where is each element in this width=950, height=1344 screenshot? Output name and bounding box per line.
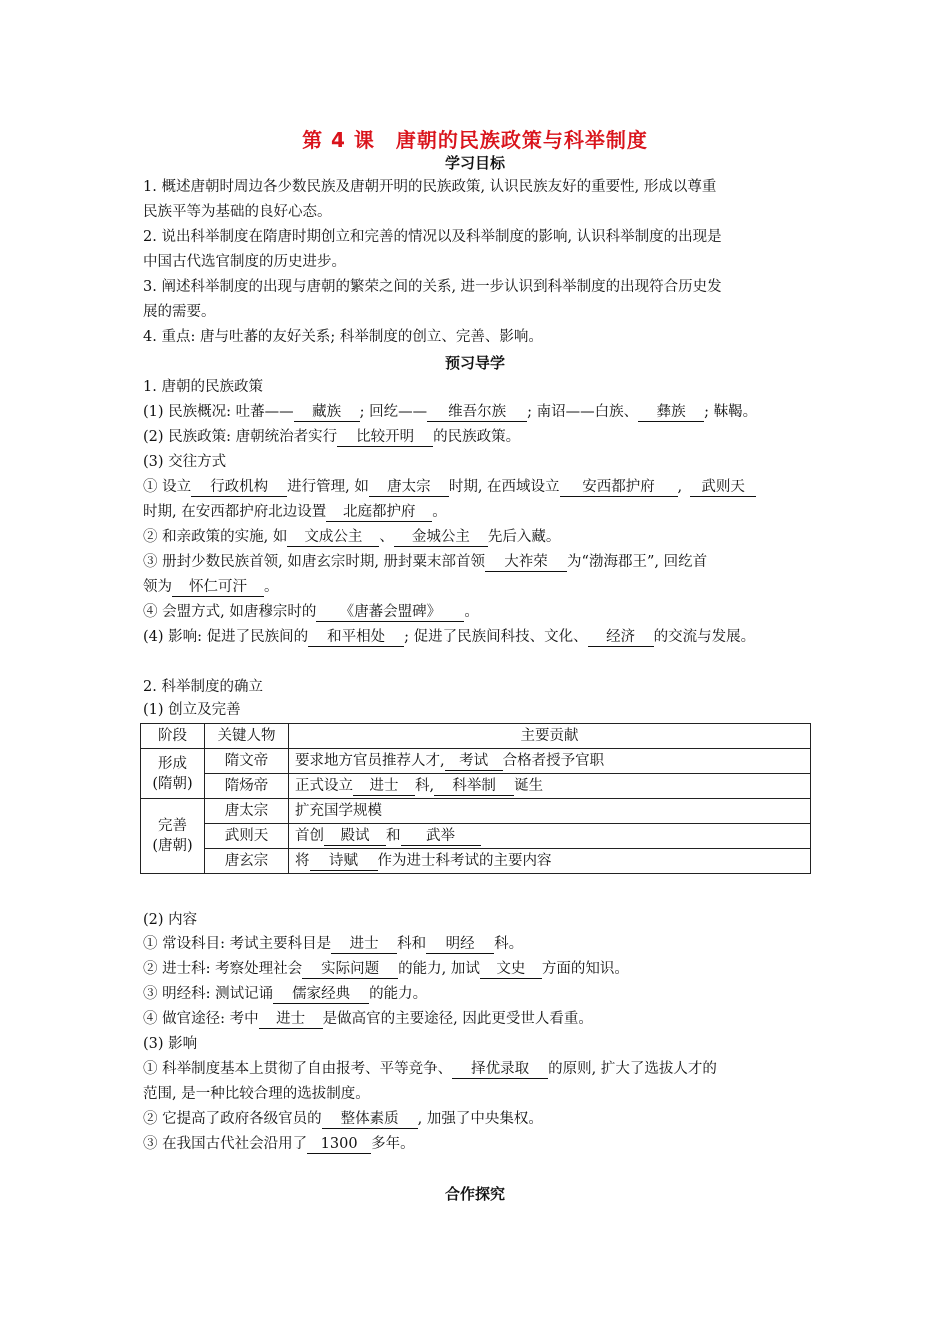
stage-cell: 形成 (隋朝) [141,749,205,799]
enfeoff-line-1: ③ 册封少数民族首领, 如唐玄宗时期, 册封粟末部首领 大祚荣 为“渤海郡王”, 回纥首 [143,554,708,570]
answer-blank: 维吾尔族 [427,404,527,422]
answer-blank: 文史 [480,961,542,979]
answer-blank: 进士 [259,1011,323,1029]
heqin-line: ② 和亲政策的实施, 如 文成公主 、 金城公主 先后入藏。 [143,529,561,545]
answer-blank: 和平相处 [308,629,404,647]
contribution-cell: 扩充国学规模 [289,799,811,824]
answer-blank: 彝族 [638,404,704,422]
part2-heading: 2. 科举制度的确立 [143,679,263,695]
content-heading: (2) 内容 [143,912,198,928]
content-line-4: ④ 做官途径: 考中 进士 是做高官的主要途径, 因此更受世人看重。 [143,1011,593,1027]
alliance-line: ④ 会盟方式, 如唐穆宗时的 《唐蕃会盟碑》 。 [143,604,479,620]
goal-line: 3. 阐述科举制度的出现与唐朝的繁荣之间的关系, 进一步认识到科举制度的出现符合历史发 [143,279,722,295]
answer-blank: 儒家经典 [273,986,369,1004]
goal-line: 1. 概述唐朝时周边各少数民族及唐朝开明的民族政策, 认识民族友好的重要性, 形成以尊重 [143,179,717,195]
table-header-row [141,724,811,749]
section-heading-goals: 学习目标 [444,154,505,172]
impact-line-2: 范围, 是一种比较合理的选拔制度。 [143,1086,370,1102]
answer-blank: 唐太宗 [369,479,449,497]
section-heading-cooperation: 合作探究 [444,1185,505,1203]
goal-line: 展的需要。 [143,304,216,320]
founding-heading: (1) 创立及完善 [143,702,241,718]
answer-blank: 怀仁可汗 [172,579,264,597]
answer-blank: 行政机构 [191,479,287,497]
ethnic-policy-line: (2) 民族政策: 唐朝统治者实行 比较开明 的民族政策。 [143,429,521,445]
person-cell: 唐太宗 [205,799,289,824]
answer-blank: 实际问题 [302,961,398,979]
table-row [141,799,811,824]
answer-blank: 诗赋 [310,853,378,871]
impact-line-1: ① 科举制度基本上贯彻了自由报考、平等竞争、 择优录取 的原则, 扩大了选拔人才的 [143,1061,717,1077]
content-line-1: ① 常设科目: 考试主要科目是 进士 科和 明经 科。 [143,936,524,952]
answer-blank: 武举 [401,828,481,846]
content-line-2: ② 进士科: 考察处理社会 实际问题 的能力, 加试 文史 方面的知识。 [143,961,629,977]
part1-heading: 1. 唐朝的民族政策 [143,379,263,395]
table-header: 阶段 [141,724,205,749]
table-row [141,824,811,849]
influence-line: (4) 影响: 促进了民族间的 和平相处 ; 促进了民族间科技、文化、 经济 的交流与发展。 [143,629,756,645]
exam-system-table [140,723,811,874]
table-row [141,849,811,874]
answer-blank: 整体素质 [322,1111,418,1129]
answer-blank: 1300 [307,1136,371,1154]
answer-blank: 文成公主 [287,529,379,547]
section-heading-preview: 预习导学 [444,354,505,372]
answer-blank: 大祚荣 [485,554,567,572]
person-cell: 隋文帝 [205,749,289,774]
answer-blank: 进士 [331,936,397,954]
exchange-line-2: 时期, 在安西都护府北边设置 北庭都护府 。 [143,504,447,520]
answer-blank: 科举制 [434,778,514,796]
person-cell: 隋炀帝 [205,774,289,799]
answer-blank: 北庭都护府 [326,504,432,522]
goal-line: 2. 说出科举制度在隋唐时期创立和完善的情况以及科举制度的影响, 认识科举制度的出现是 [143,229,722,245]
table-header: 关键人物 [205,724,289,749]
answer-blank: 明经 [426,936,494,954]
answer-blank: 考试 [445,753,503,771]
goal-line: 民族平等为基础的良好心态。 [143,204,332,220]
table-header: 主要贡献 [289,724,811,749]
content-line-3: ③ 明经科: 测试记诵 儒家经典 的能力。 [143,986,428,1002]
goal-line: 中国古代选官制度的历史进步。 [143,254,346,270]
answer-blank: 武则天 [690,479,756,497]
stage-cell: 完善 (唐朝) [141,799,205,874]
contribution-cell: 将 诗赋 作为进士科考试的主要内容 [289,849,811,874]
exchange-line-1: ① 设立 行政机构 进行管理, 如 唐太宗 时期, 在西域设立 安西都护府 , 武则天 [143,477,756,497]
ethnic-overview-line: (1) 民族概况: 吐蕃—— 藏族 ; 回纥—— 维吾尔族 ; 南诏——白族、 彝族 ; 靺鞨。 [143,404,758,420]
answer-blank: 择优录取 [452,1061,548,1079]
answer-blank: 经济 [588,629,654,647]
impact-heading: (3) 影响 [143,1036,198,1052]
answer-blank: 安西都护府 [560,479,678,497]
answer-blank: 比较开明 [337,429,433,447]
contribution-cell: 正式设立 进士 科, 科举制 诞生 [289,774,811,799]
answer-blank: 进士 [353,778,415,796]
answer-blank: 殿试 [324,828,386,846]
exchange-heading: (3) 交往方式 [143,454,227,470]
person-cell: 唐玄宗 [205,849,289,874]
enfeoff-line-2: 领为 怀仁可汗 。 [143,579,279,595]
table-row [141,774,811,799]
impact-line-4: ③ 在我国古代社会沿用了 1300 多年。 [143,1136,415,1152]
contribution-cell: 首创 殿试 和 武举 [289,824,811,849]
impact-line-3: ② 它提高了政府各级官员的 整体素质 , 加强了中央集权。 [143,1111,543,1127]
contribution-cell: 要求地方官员推荐人才, 考试 合格者授予官职 [289,749,811,774]
answer-blank: 金城公主 [394,529,488,547]
answer-blank: 《唐蕃会盟碑》 [316,604,464,622]
lesson-title: 第 4 课 唐朝的民族政策与科举制度 [302,128,648,152]
person-cell: 武则天 [205,824,289,849]
answer-blank: 藏族 [294,404,360,422]
table-row [141,749,811,774]
goal-line: 4. 重点: 唐与吐蕃的友好关系; 科举制度的创立、完善、影响。 [143,329,543,345]
